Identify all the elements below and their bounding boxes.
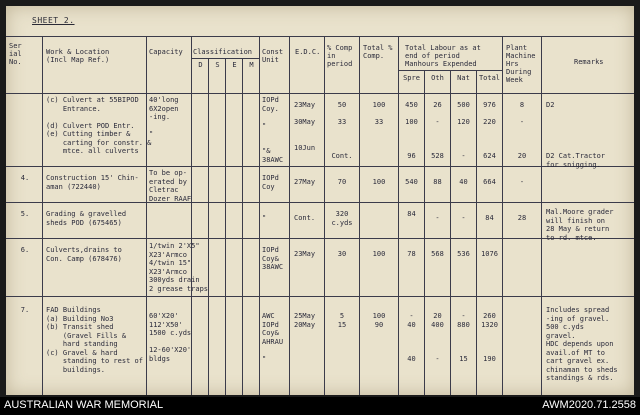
- header-const-unit: Const Unit: [262, 48, 284, 64]
- row-unit: IOPd Coy. " "& 38AWC: [262, 96, 284, 164]
- row-capacity: 40'long 6X2open -ing. ": [149, 96, 179, 138]
- row-plant: 8 - 20: [517, 101, 527, 160]
- col-rule: [259, 36, 260, 395]
- row-total: 100 33: [372, 101, 386, 126]
- header-labour-oth: Oth: [431, 74, 444, 82]
- row-labour-total: 260 1320 190: [481, 312, 498, 363]
- row-work: Construction 15' Chin- aman (722440): [46, 174, 139, 191]
- row-nat: 536: [457, 250, 470, 258]
- row-work: Culverts,drains to Con. Camp (678476): [46, 246, 122, 263]
- row-pct: 30: [337, 250, 347, 258]
- row-pct: 5 15: [337, 312, 347, 329]
- row-oth: 88: [433, 178, 442, 186]
- row-oth: 568: [431, 250, 444, 258]
- table-top-rule: [6, 36, 634, 37]
- row-rule-4: [6, 296, 634, 297]
- row-capacity: 60'X20' 112'X50' 1500 c.yds 12-60'X20' bldgs: [149, 312, 192, 363]
- row-edc: 25May 20May: [294, 312, 316, 329]
- row-unit: AWC IOPd Coy& AHRAU ": [262, 312, 284, 363]
- row-labour-total: 664: [483, 178, 496, 186]
- footer-accession-number: AWM2020.71.2558: [542, 399, 636, 411]
- row-spre: 84: [407, 210, 416, 218]
- header-labour-total: Total: [478, 74, 501, 82]
- header-work-location: Work & Location (Incl Map Ref.): [46, 48, 110, 64]
- col-rule: [42, 36, 43, 395]
- row-work: Grading & gravelled sheds POD (675465): [46, 210, 127, 227]
- row-capacity: To be op- erated by Cletrac Dozer RAAF: [149, 169, 192, 203]
- header-serial: Ser ial No.: [9, 42, 22, 66]
- row-pct: 50 33 Cont.: [331, 101, 353, 160]
- row-plant: 28: [517, 214, 527, 222]
- row-remarks: D2 D2 Cat.Tractor for snigging.: [546, 101, 606, 169]
- row-rule-1: [6, 166, 634, 167]
- row-unit: IOPd Coy: [262, 174, 279, 191]
- archive-footer-bar: [0, 397, 640, 415]
- row-total: 100 90: [372, 312, 386, 329]
- header-class-e: E: [232, 61, 237, 69]
- row-edc: 27May: [294, 178, 316, 186]
- header-bottom-rule: [6, 93, 634, 94]
- header-classification: Classification: [193, 48, 253, 56]
- header-edc: E.D.C.: [295, 48, 321, 56]
- row-serial: 7.: [20, 306, 30, 314]
- col-rule: [541, 36, 542, 395]
- header-total-labour: Total Labour as at end of period Manhours Expended: [405, 44, 481, 68]
- header-labour-nat: Nat: [457, 74, 470, 82]
- col-rule: [359, 36, 360, 395]
- row-plant: -: [519, 178, 525, 186]
- row-serial: 6.: [20, 246, 30, 254]
- row-labour-total: 1076: [481, 250, 498, 258]
- row-remarks: Mal.Moore grader will finish on 28 May & return to rd. mtce.: [546, 208, 614, 242]
- col-rule: [289, 36, 290, 395]
- footer-institution: AUSTRALIAN WAR MEMORIAL: [4, 399, 164, 411]
- row-oth: 20 400 -: [431, 312, 444, 363]
- header-class-d: D: [198, 61, 203, 69]
- col-rule: [225, 58, 226, 395]
- row-rule-3: [6, 238, 634, 239]
- header-labour-spre: Spre: [403, 74, 420, 82]
- row-unit: IOPd Coy& 38AWC: [262, 246, 284, 271]
- row-rule-2: [6, 202, 634, 203]
- row-nat: 500 120 -: [457, 101, 470, 160]
- row-total: 100: [372, 250, 386, 258]
- row-total: 100: [372, 178, 386, 186]
- document-sheet: [6, 6, 634, 395]
- row-spre: 540: [405, 178, 418, 186]
- header-class-m: M: [249, 61, 254, 69]
- row-serial: 5.: [20, 210, 30, 218]
- col-rule: [146, 36, 147, 395]
- row-capacity: 1/twin 2'X5" X23'Armco 4/twin 15" X23'Armco 300yds drain 2 grease traps: [149, 242, 209, 293]
- row-oth: 26 - 528: [431, 101, 444, 160]
- header-plant: Plant Machine Hrs During Week: [506, 44, 536, 84]
- row-nat: -: [461, 214, 466, 222]
- row-work: (c) Culvert at 55BIPOD Entrance. (d) Culvert POD Entr. (e) Cutting timber & carting for constr. & mtce. all culverts: [46, 96, 152, 155]
- header-pct-comp: % Comp in period: [327, 44, 353, 68]
- row-unit: ": [262, 214, 267, 222]
- sheet-number: SHEET 2.: [32, 16, 75, 25]
- header-class-s: S: [215, 61, 220, 69]
- row-work: FAD Buildings (a) Building No3 (b) Transit shed (Gravel Fills & hard standing (c) Gravel & hard standing to rest of buildings.: [46, 306, 143, 374]
- row-labour-total: 84: [485, 214, 494, 222]
- row-pct: 70: [337, 178, 347, 186]
- row-edc: 23May 30May 10Jun: [294, 101, 316, 152]
- row-edc: 23May: [294, 250, 316, 258]
- row-spre: - 40 40: [407, 312, 416, 363]
- row-remarks: Includes spread -ing of gravel. 500 c.yds gravel. HDC depends upon avail.of MT to cart gravel ex. chinaman to sheds standings & rds.: [546, 306, 618, 382]
- row-spre: 450 100 96: [405, 101, 418, 160]
- row-oth: -: [435, 214, 440, 222]
- row-pct: 320 c.yds: [331, 210, 353, 227]
- row-serial: 4.: [20, 174, 30, 182]
- header-total-pct: Total % Comp.: [363, 44, 393, 60]
- header-remarks: Remarks: [574, 58, 604, 66]
- works-table: [6, 6, 634, 395]
- header-capacity: Capacity: [149, 48, 183, 56]
- row-edc: Cont.: [294, 214, 316, 222]
- row-nat: 40: [459, 178, 468, 186]
- row-labour-total: 976 220 624: [483, 101, 496, 160]
- col-rule: [208, 58, 209, 395]
- col-rule: [242, 58, 243, 395]
- row-spre: 78: [407, 250, 416, 258]
- row-nat: - 880 15: [457, 312, 470, 363]
